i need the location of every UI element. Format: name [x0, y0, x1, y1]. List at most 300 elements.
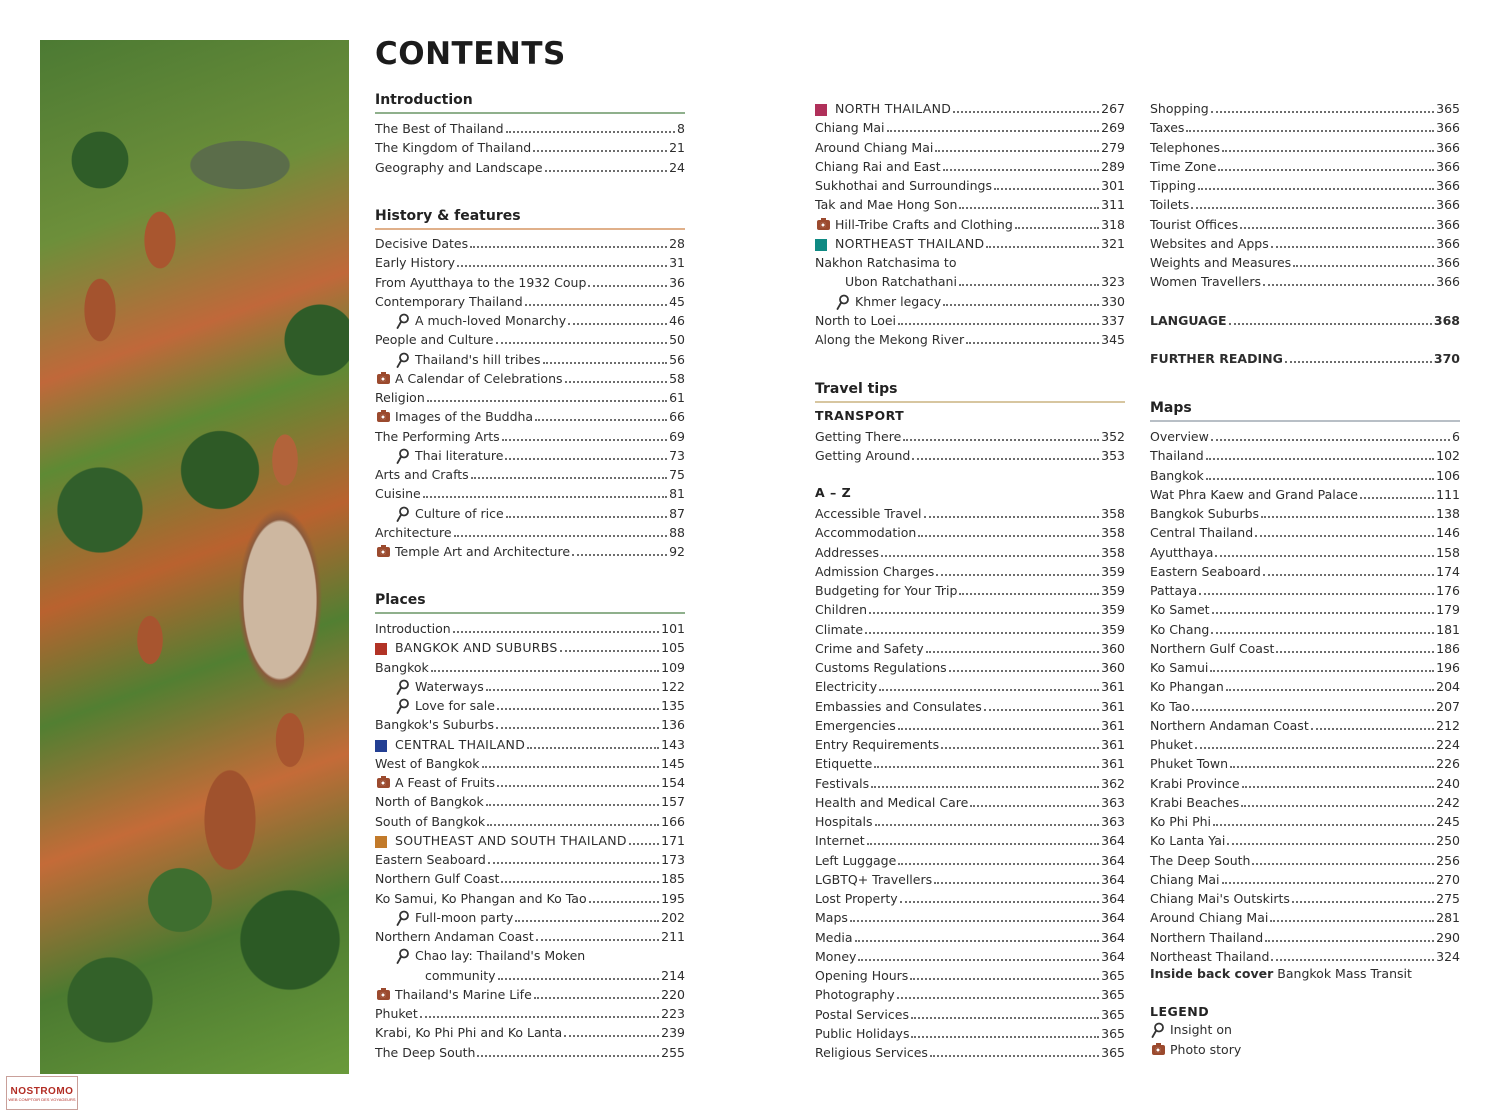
- toc-entry: [1150, 253, 1460, 270]
- entry-label: Budgeting for Your Trip: [815, 583, 958, 598]
- leader-dots: [629, 843, 659, 845]
- leader-dots: [1276, 651, 1434, 653]
- entry-label: Eastern Seaboard: [375, 852, 486, 867]
- toc-entry: [375, 465, 685, 482]
- entry-label: Ko Lanta Yai: [1150, 833, 1226, 849]
- toc-entry: [815, 889, 1125, 906]
- entry-label: Waterways: [415, 678, 484, 694]
- entry-label: Sukhothai and Surroundings: [815, 178, 992, 193]
- entry-label: The Deep South: [1150, 852, 1251, 868]
- toc-entry: [815, 851, 1125, 868]
- entry-page-number: 255: [661, 1044, 685, 1060]
- entry-page-number: 45: [669, 293, 685, 309]
- leader-dots: [936, 574, 1099, 576]
- entry-label: Introduction: [375, 621, 451, 636]
- entry-label: Along the Mekong River: [815, 332, 965, 347]
- legend-photo: [1150, 1042, 1241, 1057]
- entry-page-number: 364: [1101, 871, 1125, 887]
- leader-dots: [471, 477, 667, 479]
- region-color-square: [815, 104, 827, 116]
- entry-label: Photography: [815, 987, 895, 1003]
- section-heading-travel-tips: Travel tips: [815, 381, 1125, 403]
- toc-entry: [1150, 658, 1460, 675]
- leader-dots: [1240, 227, 1434, 229]
- entry-label: Phuket: [1150, 737, 1193, 752]
- leader-dots: [1206, 478, 1434, 480]
- leader-dots: [1255, 535, 1434, 537]
- entry-page-number: 363: [1101, 814, 1125, 829]
- entry-page-number: 365: [1101, 1025, 1125, 1041]
- entry-page-number: 6: [1452, 429, 1460, 444]
- entry-label: People and Culture: [375, 332, 494, 348]
- leader-dots: [1285, 361, 1432, 363]
- entry-page-number: 143: [661, 736, 685, 752]
- entry-label: North to Loei: [815, 312, 897, 328]
- entry-page-number: 363: [1101, 794, 1125, 810]
- leader-dots: [1015, 227, 1099, 229]
- entry-label: Thai literature: [415, 447, 504, 463]
- leader-dots: [502, 439, 667, 441]
- entry-label: Contemporary Thailand: [375, 293, 523, 309]
- entry-label: Electricity: [815, 679, 878, 695]
- toc-entry: [375, 119, 685, 136]
- entry-label: Khmer legacy: [855, 293, 942, 309]
- toc-entry: [815, 195, 1125, 212]
- toc-entry: [375, 908, 685, 925]
- toc-entry: [375, 735, 685, 752]
- leader-dots: [589, 901, 660, 903]
- entry-label: Chiang Mai: [815, 120, 885, 136]
- leader-dots: [949, 670, 1100, 672]
- toc-entry: [815, 716, 1125, 733]
- entry-label: Full-moon party: [415, 909, 514, 925]
- entry-page-number: 364: [1101, 948, 1125, 964]
- entry-label: Krabi, Ko Phi Phi and Ko Lanta: [375, 1025, 563, 1041]
- entry-page-number: 365: [1101, 968, 1125, 983]
- toc-entry: [815, 253, 1125, 270]
- entry-label: Accommodation: [815, 525, 917, 541]
- toc-entry: [815, 118, 1125, 135]
- leader-dots: [865, 632, 1099, 634]
- entry-label: LGBTQ+ Travellers: [815, 871, 933, 887]
- entry-page-number: 275: [1436, 891, 1460, 906]
- toc-entry: [815, 985, 1125, 1002]
- toc-entry: [375, 388, 685, 405]
- entry-label: Websites and Apps: [1150, 235, 1269, 251]
- entry-label: Geography and Landscape: [375, 159, 543, 175]
- toc-entry: [815, 620, 1125, 637]
- entry-page-number: 56: [669, 351, 685, 367]
- leader-dots: [858, 959, 1099, 961]
- entry-label: Ayutthaya: [1150, 544, 1214, 560]
- entry-label: Ko Samui, Ko Phangan and Ko Tao: [375, 890, 587, 906]
- az-heading: A – Z: [815, 485, 852, 500]
- entry-label: Northern Gulf Coast: [1150, 640, 1275, 656]
- entry-page-number: 21: [669, 140, 685, 156]
- entry-label: Admission Charges: [815, 563, 935, 579]
- toc-entry: [1150, 812, 1460, 829]
- entry-label: Getting There: [815, 429, 902, 444]
- leader-dots: [496, 727, 659, 729]
- leader-dots: [1292, 901, 1434, 903]
- entry-page-number: 366: [1436, 139, 1460, 155]
- entry-page-number: 240: [1436, 775, 1460, 791]
- entry-label: Health and Medical Care: [815, 794, 969, 810]
- entry-label: Ubon Ratchathani: [845, 274, 957, 290]
- leader-dots: [943, 169, 1100, 171]
- entry-page-number: 122: [661, 678, 685, 694]
- entry-page-number: 88: [669, 524, 685, 540]
- leader-dots: [911, 1017, 1099, 1019]
- leader-dots: [1226, 689, 1434, 691]
- camera-icon: [375, 988, 391, 1002]
- entry-page-number: 61: [669, 390, 685, 405]
- leader-dots: [930, 1055, 1099, 1057]
- entry-page-number: 223: [661, 1006, 685, 1021]
- toc-entry: [375, 754, 685, 771]
- toc-entry: [375, 311, 685, 328]
- entry-label: Decisive Dates: [375, 236, 469, 251]
- toc-entry: [375, 350, 685, 367]
- entry-label: Opening Hours: [815, 968, 909, 983]
- entry-label: Media: [815, 929, 853, 945]
- entry-page-number: 146: [1436, 525, 1460, 541]
- toc-entry: [1150, 908, 1460, 925]
- entry-label: Chiang Mai's Outskirts: [1150, 891, 1290, 906]
- leader-dots: [420, 1016, 659, 1018]
- leader-dots: [855, 940, 1100, 942]
- leader-dots: [534, 997, 659, 999]
- entry-page-number: 360: [1101, 660, 1125, 675]
- entry-page-number: 46: [669, 313, 685, 328]
- entry-label: Central Thailand: [1150, 525, 1254, 541]
- entry-page-number: 109: [661, 659, 685, 675]
- toc-entry: [1150, 620, 1460, 637]
- leader-dots: [850, 920, 1099, 922]
- entry-label: Accessible Travel: [815, 506, 922, 521]
- entry-label: Money: [815, 948, 857, 964]
- toc-entry: [375, 773, 685, 790]
- entry-page-number: 365: [1101, 1006, 1125, 1022]
- toc-entry: [1150, 889, 1460, 906]
- toc-entry: [815, 446, 1125, 463]
- toc-entry: [375, 638, 685, 655]
- entry-page-number: 92: [669, 544, 685, 559]
- entry-page-number: 366: [1436, 255, 1460, 270]
- leader-dots: [959, 207, 1099, 209]
- toc-entry: [815, 928, 1125, 945]
- camera-icon: [375, 545, 391, 559]
- entry-label: Around Chiang Mai: [815, 139, 934, 155]
- entry-page-number: 8: [677, 121, 685, 136]
- entry-label: Nakhon Ratchasima to: [815, 255, 957, 270]
- toc-entry: [375, 234, 685, 251]
- camera-icon: [375, 776, 391, 790]
- leader-dots: [477, 1055, 659, 1057]
- entry-page-number: 204: [1436, 679, 1460, 695]
- entry-page-number: 362: [1101, 775, 1125, 791]
- insight-pin-icon: [395, 911, 411, 925]
- toc-entry: [815, 272, 1125, 289]
- entry-page-number: 202: [661, 909, 685, 925]
- entry-label: Children: [815, 602, 868, 618]
- leader-dots: [898, 323, 1099, 325]
- entry-page-number: 171: [661, 832, 685, 848]
- toc-entry: [1150, 928, 1460, 945]
- entry-page-number: 166: [661, 813, 685, 829]
- leader-dots: [1227, 843, 1434, 845]
- entry-page-number: 359: [1101, 602, 1125, 618]
- leader-dots: [959, 284, 1099, 286]
- entry-page-number: 256: [1436, 852, 1460, 868]
- leader-dots: [1212, 612, 1435, 614]
- section-heading-introduction: Introduction: [375, 92, 685, 114]
- entry-page-number: 269: [1101, 120, 1125, 136]
- toc-entry: [815, 138, 1125, 155]
- entry-page-number: 105: [661, 640, 685, 656]
- entry-page-number: 281: [1436, 910, 1460, 926]
- entry-page-number: 242: [1436, 794, 1460, 810]
- leader-dots: [1211, 111, 1434, 113]
- entry-page-number: 101: [661, 621, 685, 636]
- entry-page-number: 220: [661, 986, 685, 1002]
- entry-page-number: 366: [1436, 120, 1460, 136]
- entry-page-number: 364: [1101, 910, 1125, 926]
- leader-dots: [497, 708, 659, 710]
- toc-entry: [1150, 543, 1460, 560]
- entry-label: The Best of Thailand: [375, 121, 504, 136]
- toc-entry: [815, 1024, 1125, 1041]
- leader-dots: [470, 246, 667, 248]
- entry-page-number: 81: [669, 486, 685, 502]
- entry-label: Left Luggage: [815, 852, 897, 868]
- toc-entry: [375, 831, 685, 848]
- toc-entry: [815, 774, 1125, 791]
- leader-dots: [423, 496, 667, 498]
- toc-entry: [815, 793, 1125, 810]
- entry-page-number: 364: [1101, 929, 1125, 945]
- entry-page-number: 359: [1101, 583, 1125, 598]
- toc-entry: [375, 542, 685, 559]
- entry-page-number: 102: [1436, 448, 1460, 464]
- toc-entry: [1150, 446, 1460, 463]
- toc-entry: [375, 504, 685, 521]
- leader-dots: [953, 111, 1099, 113]
- entry-label: Customs Regulations: [815, 660, 947, 675]
- leader-dots: [959, 593, 1099, 595]
- leader-dots: [487, 824, 659, 826]
- entry-page-number: 106: [1436, 467, 1460, 483]
- leader-dots: [536, 939, 659, 941]
- toc-entry: [1150, 272, 1460, 289]
- entry-label: Getting Around: [815, 448, 911, 464]
- entry-page-number: 138: [1436, 506, 1460, 521]
- entry-page-number: 359: [1101, 621, 1125, 637]
- entry-label: Chiang Rai and East: [815, 158, 941, 174]
- toc-entry: [1150, 311, 1460, 328]
- entry-page-number: 185: [661, 871, 685, 887]
- entry-label: Toilets: [1150, 197, 1190, 213]
- entry-label: West of Bangkok: [375, 755, 480, 771]
- toc-entry: [375, 273, 685, 290]
- toc-entry: [375, 927, 685, 944]
- legend-heading: LEGEND: [1150, 1004, 1210, 1019]
- toc-entry: [1150, 947, 1460, 964]
- toc-entry: [815, 831, 1125, 848]
- entry-label: Tourist Offices: [1150, 216, 1239, 232]
- entry-label: Etiquette: [815, 756, 873, 772]
- leader-dots: [1211, 439, 1450, 441]
- toc-entry: [815, 215, 1125, 232]
- entry-label: Northern Andaman Coast: [1150, 717, 1309, 733]
- toc-entry: [815, 311, 1125, 328]
- toc-entry: [375, 850, 685, 867]
- entry-label: Thailand's Marine Life: [395, 986, 532, 1002]
- entry-page-number: 279: [1101, 139, 1125, 155]
- entry-label: Hill-Tribe Crafts and Clothing: [835, 216, 1013, 232]
- entry-page-number: 136: [661, 717, 685, 733]
- entry-page-number: 337: [1101, 312, 1125, 328]
- toc-entry: [375, 715, 685, 732]
- entry-page-number: 173: [661, 852, 685, 867]
- leader-dots: [1230, 766, 1434, 768]
- leader-dots: [1210, 670, 1434, 672]
- leader-dots: [910, 978, 1099, 980]
- leader-dots: [898, 728, 1099, 730]
- leader-dots: [1222, 882, 1435, 884]
- toc-entry: [1150, 118, 1460, 135]
- toc-entry: [375, 1043, 685, 1060]
- toc-entry: [815, 1043, 1125, 1060]
- leader-dots: [903, 439, 1099, 441]
- entry-label: Arts and Crafts: [375, 467, 469, 482]
- leader-dots: [984, 709, 1099, 711]
- entry-page-number: 111: [1436, 486, 1460, 502]
- toc-entry: [1150, 870, 1460, 887]
- toc-entry: [815, 427, 1125, 444]
- toc-entry: [1150, 793, 1460, 810]
- entry-page-number: 321: [1101, 235, 1125, 251]
- entry-label: Emergencies: [815, 717, 896, 733]
- entry-label: Bangkok: [375, 659, 429, 675]
- entry-page-number: 366: [1436, 197, 1460, 213]
- leader-dots: [918, 535, 1099, 537]
- entry-page-number: 267: [1101, 101, 1125, 116]
- insight-pin-icon: [395, 507, 411, 521]
- toc-entry: [815, 543, 1125, 560]
- leader-dots: [869, 612, 1099, 614]
- entry-label: Bangkok's Suburbs: [375, 717, 494, 733]
- leader-dots: [911, 1036, 1099, 1038]
- entry-label: Early History: [375, 255, 456, 271]
- camera-icon: [1150, 1043, 1166, 1057]
- entry-label: Ko Samui: [1150, 660, 1209, 675]
- leader-dots: [926, 651, 1099, 653]
- toc-entry: [375, 1004, 685, 1021]
- toc-entry: [815, 908, 1125, 925]
- entry-page-number: 58: [669, 370, 685, 386]
- leader-dots: [1360, 497, 1434, 499]
- entry-label: Ko Chang: [1150, 621, 1210, 637]
- insight-pin-icon: [835, 295, 851, 309]
- toc-entry: [375, 407, 685, 424]
- entry-label: Entry Requirements: [815, 737, 940, 752]
- entry-label: Time Zone: [1150, 158, 1217, 174]
- toc-entry: [375, 985, 685, 1002]
- toc-entry: [815, 1005, 1125, 1022]
- leader-dots: [488, 862, 659, 864]
- toc-entry: [815, 812, 1125, 829]
- leader-dots: [1271, 246, 1434, 248]
- leader-dots: [898, 863, 1099, 865]
- toc-entry: [1150, 735, 1460, 752]
- region-color-square: [375, 643, 387, 655]
- entry-label: South of Bangkok: [375, 813, 486, 829]
- entry-label: Ko Phangan: [1150, 679, 1224, 695]
- entry-label: From Ayutthaya to the 1932 Coup: [375, 274, 587, 290]
- entry-label: Overview: [1150, 429, 1209, 444]
- leader-dots: [572, 554, 667, 556]
- toc-entry: [375, 330, 685, 347]
- entry-label: FURTHER READING: [1150, 351, 1283, 366]
- leader-dots: [543, 362, 668, 364]
- entry-page-number: 361: [1101, 737, 1125, 752]
- entry-label: BANGKOK AND SUBURBS: [395, 640, 558, 656]
- section-heading-history: History & features: [375, 208, 685, 230]
- toc-entry: [1150, 716, 1460, 733]
- insight-pin-icon: [395, 314, 411, 328]
- toc-entry: [1150, 831, 1460, 848]
- leader-dots: [912, 458, 1099, 460]
- entry-label: Lost Property: [815, 891, 898, 906]
- entry-page-number: 145: [661, 755, 685, 771]
- entry-label: Tak and Mae Hong Son: [815, 197, 958, 213]
- leader-dots: [871, 786, 1099, 788]
- legend-insight: [1150, 1022, 1232, 1037]
- leader-dots: [1198, 188, 1434, 190]
- toc-entry: [375, 369, 685, 386]
- leader-dots: [1206, 458, 1434, 460]
- leader-dots: [1293, 265, 1434, 267]
- camera-icon: [815, 218, 831, 232]
- entry-page-number: 318: [1101, 216, 1125, 232]
- entry-page-number: 270: [1436, 871, 1460, 887]
- leader-dots: [1195, 747, 1434, 749]
- entry-page-number: 361: [1101, 698, 1125, 714]
- toc-entry: [1150, 523, 1460, 540]
- section-heading-maps: Maps: [1150, 400, 1460, 422]
- entry-label: The Deep South: [375, 1044, 476, 1060]
- leader-dots: [867, 843, 1100, 845]
- entry-label: Public Holidays: [815, 1025, 910, 1041]
- leader-dots: [588, 285, 667, 287]
- leader-dots: [887, 130, 1100, 132]
- entry-page-number: 364: [1101, 852, 1125, 868]
- entry-label: Ko Samet: [1150, 602, 1210, 618]
- leader-dots: [1265, 940, 1434, 942]
- leader-dots: [924, 516, 1100, 518]
- legend-photo-label: Photo story: [1170, 1042, 1242, 1057]
- leader-dots: [533, 150, 667, 152]
- toc-entry: [815, 639, 1125, 656]
- leader-dots: [457, 265, 667, 267]
- entry-page-number: 179: [1436, 602, 1460, 618]
- toc-entry: [1150, 562, 1460, 579]
- entry-page-number: 289: [1101, 158, 1125, 174]
- entry-page-number: 366: [1436, 235, 1460, 251]
- region-color-square: [815, 239, 827, 251]
- entry-label: Postal Services: [815, 1006, 909, 1022]
